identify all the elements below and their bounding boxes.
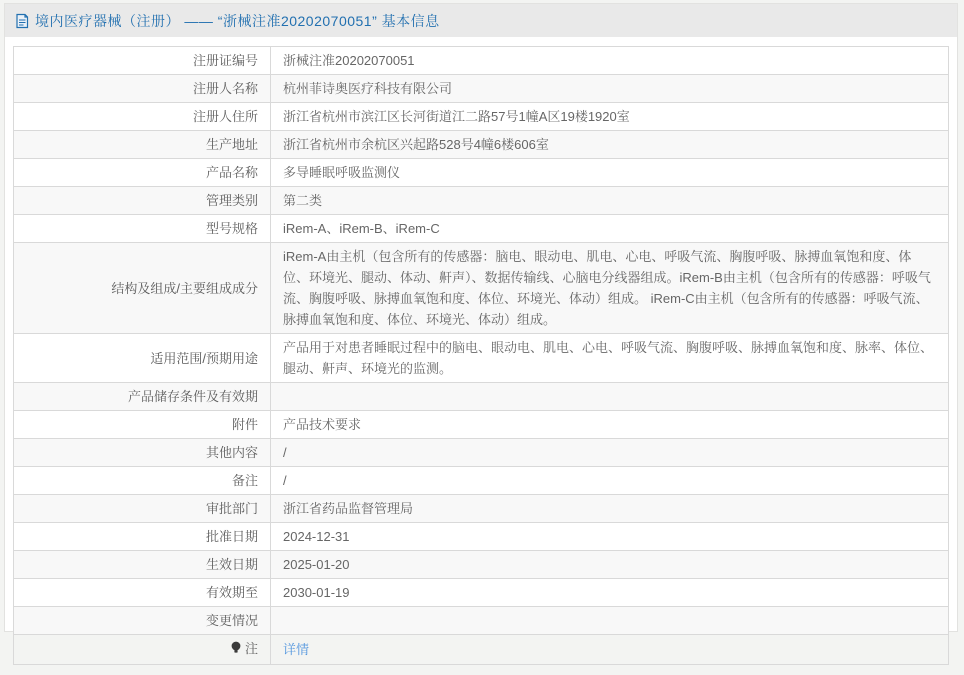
row-label: 适用范围/预期用途 xyxy=(14,334,271,383)
row-attachment xyxy=(14,411,949,439)
row-label: 结构及组成/主要组成成分 xyxy=(14,243,271,334)
row-label: 批准日期 xyxy=(14,523,271,551)
header-bar xyxy=(5,4,957,37)
row-value: iRem-A、iRem-B、iRem-C xyxy=(271,215,949,243)
row-value: 第二类 xyxy=(271,187,949,215)
row-label: 其他内容 xyxy=(14,439,271,467)
row-value: 浙江省杭州市余杭区兴起路528号4幢6楼606室 xyxy=(271,131,949,159)
row-value xyxy=(271,635,949,665)
row-production-address xyxy=(14,131,949,159)
row-value: 浙江省杭州市滨江区长河街道江二路57号1幢A区19楼1920室 xyxy=(271,103,949,131)
row-management-category xyxy=(14,187,949,215)
row-label: 生效日期 xyxy=(14,551,271,579)
row-label: 型号规格 xyxy=(14,215,271,243)
row-value: 多导睡眠呼吸监测仪 xyxy=(271,159,949,187)
row-label: 管理类别 xyxy=(14,187,271,215)
row-expiry-date xyxy=(14,579,949,607)
row-value: iRem-A由主机（包含所有的传感器：脑电、眼动电、肌电、心电、呼吸气流、胸腹呼吸、脉搏血氧饱和度、体位、环境光、腿动、体动、鼾声）、数据传输线、心脑电分线器组成。iRem-B由主机（包含所有的传感器：呼吸气流、胸腹呼吸、脉搏血氧饱和度、体位、环境光、体动）组成。 iRem-C由主机（包含所有的传感器：呼吸气流、脉搏血氧饱和度、体位、环境光、体动）组成。 xyxy=(271,243,949,334)
row-value: 2024-12-31 xyxy=(271,523,949,551)
row-value: 浙械注准20202070051 xyxy=(271,47,949,75)
row-value: 2030-01-19 xyxy=(271,579,949,607)
row-value: 浙江省药品监督管理局 xyxy=(271,495,949,523)
table-content-area xyxy=(5,37,957,675)
row-label: 生产地址 xyxy=(14,131,271,159)
row-value xyxy=(271,383,949,411)
row-label: 注册证编号 xyxy=(14,47,271,75)
row-model-spec xyxy=(14,215,949,243)
row-label: 附件 xyxy=(14,411,271,439)
details-link[interactable]: 详情 xyxy=(283,642,310,657)
row-change-status xyxy=(14,607,949,635)
row-value: 杭州菲诗奥医疗科技有限公司 xyxy=(271,75,949,103)
row-label: 有效期至 xyxy=(14,579,271,607)
row-storage-conditions xyxy=(14,383,949,411)
page-title: 境内医疗器械（注册） —— “浙械注准20202070051” 基本信息 xyxy=(35,12,440,29)
row-registration-number xyxy=(14,47,949,75)
row-value: 产品技术要求 xyxy=(271,411,949,439)
row-effective-date xyxy=(14,551,949,579)
lightbulb-note-icon xyxy=(230,640,242,661)
row-value xyxy=(271,607,949,635)
row-label: 产品储存条件及有效期 xyxy=(14,383,271,411)
row-label: 备注 xyxy=(14,467,271,495)
row-structure-composition xyxy=(14,243,949,334)
document-icon xyxy=(15,13,29,29)
row-value: / xyxy=(271,439,949,467)
row-label: 注册人名称 xyxy=(14,75,271,103)
row-registrant-name xyxy=(14,75,949,103)
row-label: 注册人住所 xyxy=(14,103,271,131)
row-label: 变更情况 xyxy=(14,607,271,635)
row-registrant-address xyxy=(14,103,949,131)
row-value: 2025-01-20 xyxy=(271,551,949,579)
row-product-name xyxy=(14,159,949,187)
row-label xyxy=(14,635,271,665)
row-approval-date xyxy=(14,523,949,551)
row-value: 产品用于对患者睡眠过程中的脑电、眼动电、肌电、心电、呼吸气流、胸腹呼吸、脉搏血氧饱和度、脉率、体位、腿动、鼾声、环境光的监测。 xyxy=(271,334,949,383)
row-other-content xyxy=(14,439,949,467)
row-note xyxy=(14,635,949,665)
info-table xyxy=(13,46,949,665)
row-intended-use xyxy=(14,334,949,383)
row-approval-department xyxy=(14,495,949,523)
row-label: 产品名称 xyxy=(14,159,271,187)
page-container xyxy=(4,3,958,657)
row-value: / xyxy=(271,467,949,495)
note-label: 注 xyxy=(244,641,258,656)
row-remarks xyxy=(14,467,949,495)
row-label: 审批部门 xyxy=(14,495,271,523)
